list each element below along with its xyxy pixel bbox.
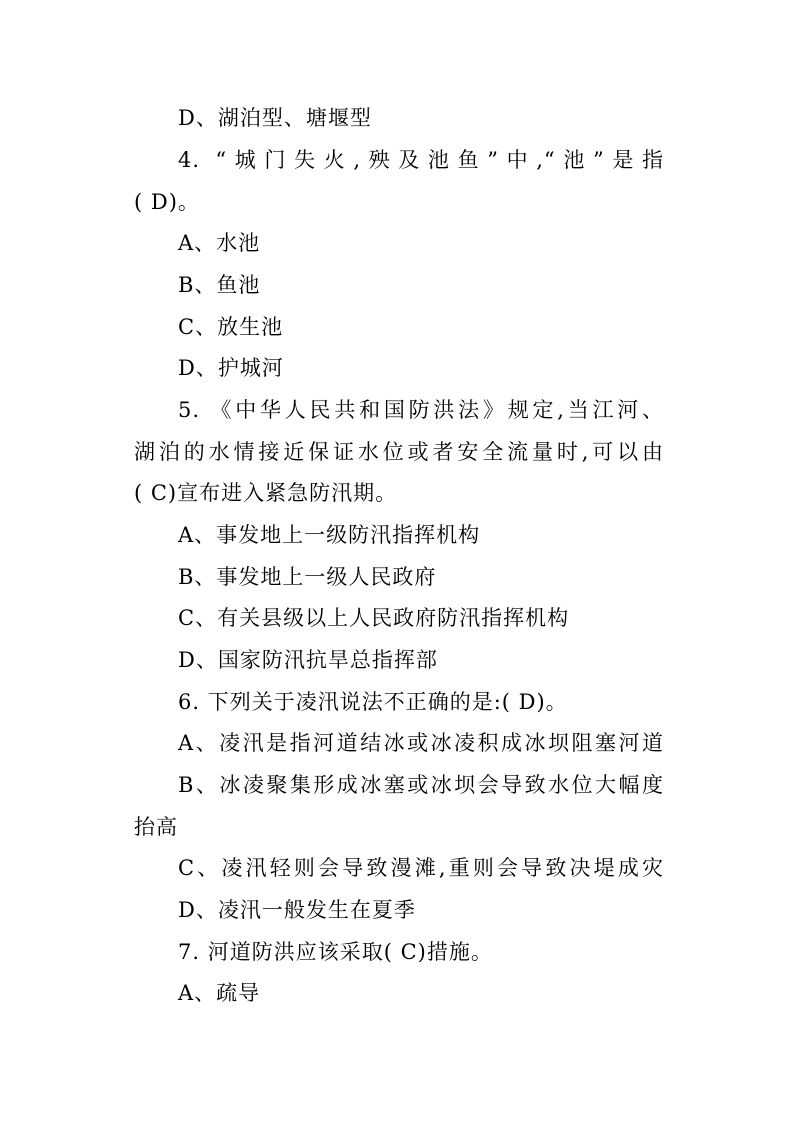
q6-option-a: A、凌汛是指河道结冰或冰凌积成冰坝阻塞河道 <box>178 731 664 755</box>
q4-stem: 4. “城门失火,殃及池鱼”中,“池”是指 <box>178 148 664 172</box>
q4-option-d: D、护城河 <box>178 356 284 380</box>
q6-option-b-continued: 抬高 <box>134 815 178 839</box>
q6-stem: 6. 下列关于凌汛说法不正确的是:( D)。 <box>178 690 568 714</box>
q4-option-a: A、水池 <box>178 231 261 255</box>
q5-option-d: D、国家防汛抗旱总指挥部 <box>178 648 438 672</box>
q5-stem: 5. 《中华人民共和国防洪法》规定,当江河、 <box>178 398 664 422</box>
q5-option-c: C、有关县级以上人民政府防汛指挥机构 <box>178 606 570 630</box>
q5-option-a: A、事发地上一级防汛指挥机构 <box>178 523 481 547</box>
q7-stem: 7. 河道防洪应该采取( C)措施。 <box>178 940 493 964</box>
q5-stem-continued: 湖泊的水情接近保证水位或者安全流量时,可以由 <box>134 440 664 464</box>
q5-stem-end: ( C)宣布进入紧急防汛期。 <box>134 481 398 505</box>
q6-option-c: C、凌汛轻则会导致漫滩,重则会导致决堤成灾 <box>178 856 664 880</box>
q3-option-d: D、湖泊型、塘堰型 <box>178 106 372 130</box>
q4-option-b: B、鱼池 <box>178 273 261 297</box>
q4-stem-continued: ( D)。 <box>134 190 200 214</box>
q5-option-b: B、事发地上一级人民政府 <box>178 565 437 589</box>
q6-option-d: D、凌汛一般发生在夏季 <box>178 898 416 922</box>
q6-option-b: B、冰凌聚集形成冰塞或冰坝会导致水位大幅度 <box>178 773 664 797</box>
q7-option-a: A、疏导 <box>178 981 261 1005</box>
q4-option-c: C、放生池 <box>178 315 284 339</box>
